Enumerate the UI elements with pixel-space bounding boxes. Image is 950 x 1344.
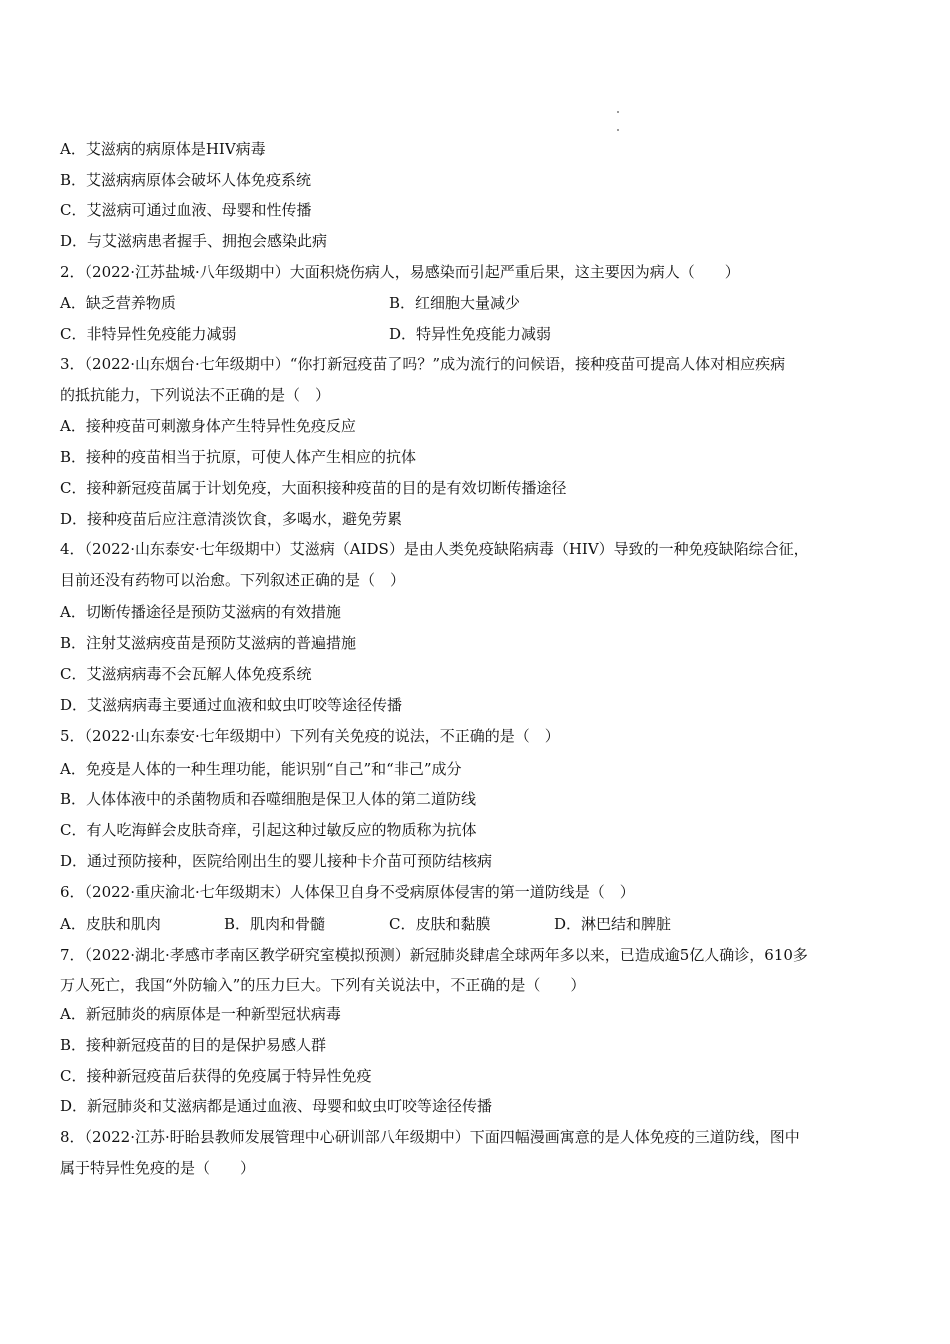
option-text: B．接种新冠疫苗的目的是保护易感人群 — [60, 1036, 327, 1054]
option-text: A．切断传播途径是预防艾滋病的有效措施 — [60, 603, 341, 621]
question-stem: 6．（2022·重庆渝北·七年级期末）人体保卫自身不受病原体侵害的第一道防线是（ ） — [60, 883, 635, 901]
question-stem: 8．（2022·江苏·盱眙县教师发展管理中心研训部八年级期中）下面四幅漫画寓意的是人体免疫的三道防线，图中 — [60, 1128, 800, 1146]
page-mark — [617, 111, 619, 113]
question-stem: 目前还没有药物可以治愈。下列叙述正确的是（ ） — [60, 571, 406, 589]
option-text: D．新冠肺炎和艾滋病都是通过血液、母婴和蚊虫叮咬等途径传播 — [60, 1097, 493, 1115]
option-text: D．接种疫苗后应注意清淡饮食，多喝水，避免劳累 — [60, 510, 403, 528]
option-text: A．艾滋病的病原体是HIV病毒 — [60, 140, 266, 158]
page-mark — [617, 129, 619, 131]
question-stem: 7．（2022·湖北·孝感市孝南区教学研究室模拟预测）新冠肺炎肆虐全球两年多以来，已造成逾5亿人确诊，610多 — [60, 946, 808, 964]
option-text: D．与艾滋病患者握手、拥抱会感染此病 — [60, 232, 328, 250]
question-stem: 4．（2022·山东泰安·七年级期中）艾滋病（AIDS）是由人类免疫缺陷病毒（HIV）导致的一种免疫缺陷综合征， — [60, 540, 809, 558]
option-text: C．艾滋病病毒不会瓦解人体免疫系统 — [60, 665, 312, 683]
question-stem: 3．（2022·山东烟台·七年级期中）“你打新冠疫苗了吗？”成为流行的问候语，接种疫苗可提高人体对相应疾病 — [60, 355, 786, 373]
question-stem: 2．（2022·江苏盐城·八年级期中）大面积烧伤病人，易感染而引起严重后果，这主要因为病人（ ） — [60, 263, 740, 281]
option-text: B．艾滋病病原体会破坏人体免疫系统 — [60, 171, 312, 189]
option-text: B．肌肉和骨髓 — [224, 915, 326, 933]
option-text: B．人体体液中的杀菌物质和吞噬细胞是保卫人体的第二道防线 — [60, 790, 477, 808]
option-text: C．有人吃海鲜会皮肤奇痒，引起这种过敏反应的物质称为抗体 — [60, 821, 477, 839]
option-text: C．艾滋病可通过血液、母婴和性传播 — [60, 201, 312, 219]
question-stem: 万人死亡，我国“外防输入”的压力巨大。下列有关说法中，不正确的是（ ） — [60, 976, 586, 994]
option-text: C．非特异性免疫能力减弱 — [60, 325, 237, 343]
option-text: A．缺乏营养物质 — [60, 294, 176, 312]
question-stem: 5．（2022·山东泰安·七年级期中）下列有关免疫的说法，不正确的是（ ） — [60, 727, 560, 745]
option-text: C．接种新冠疫苗属于计划免疫，大面积接种疫苗的目的是有效切断传播途径 — [60, 479, 567, 497]
question-stem: 属于特异性免疫的是（ ） — [60, 1159, 256, 1177]
option-text: D．通过预防接种，医院给刚出生的婴儿接种卡介苗可预防结核病 — [60, 852, 493, 870]
option-text: C．皮肤和黏膜 — [389, 915, 491, 933]
option-text: A．新冠肺炎的病原体是一种新型冠状病毒 — [60, 1005, 341, 1023]
option-text: A．皮肤和肌肉 — [60, 915, 161, 933]
option-text: D．淋巴结和脾脏 — [554, 915, 672, 933]
option-text: D．特异性免疫能力减弱 — [389, 325, 552, 343]
option-text: B．红细胞大量减少 — [389, 294, 521, 312]
question-stem: 的抵抗能力，下列说法不正确的是（ ） — [60, 386, 331, 404]
option-text: C．接种新冠疫苗后获得的免疫属于特异性免疫 — [60, 1067, 372, 1085]
option-text: A．免疫是人体的一种生理功能，能识别“自己”和“非己”成分 — [60, 760, 462, 778]
option-text: A．接种疫苗可刺激身体产生特异性免疫反应 — [60, 417, 356, 435]
option-text: D．艾滋病病毒主要通过血液和蚊虫叮咬等途径传播 — [60, 696, 403, 714]
option-text: B．接种的疫苗相当于抗原，可使人体产生相应的抗体 — [60, 448, 417, 466]
option-text: B．注射艾滋病疫苗是预防艾滋病的普遍措施 — [60, 634, 357, 652]
